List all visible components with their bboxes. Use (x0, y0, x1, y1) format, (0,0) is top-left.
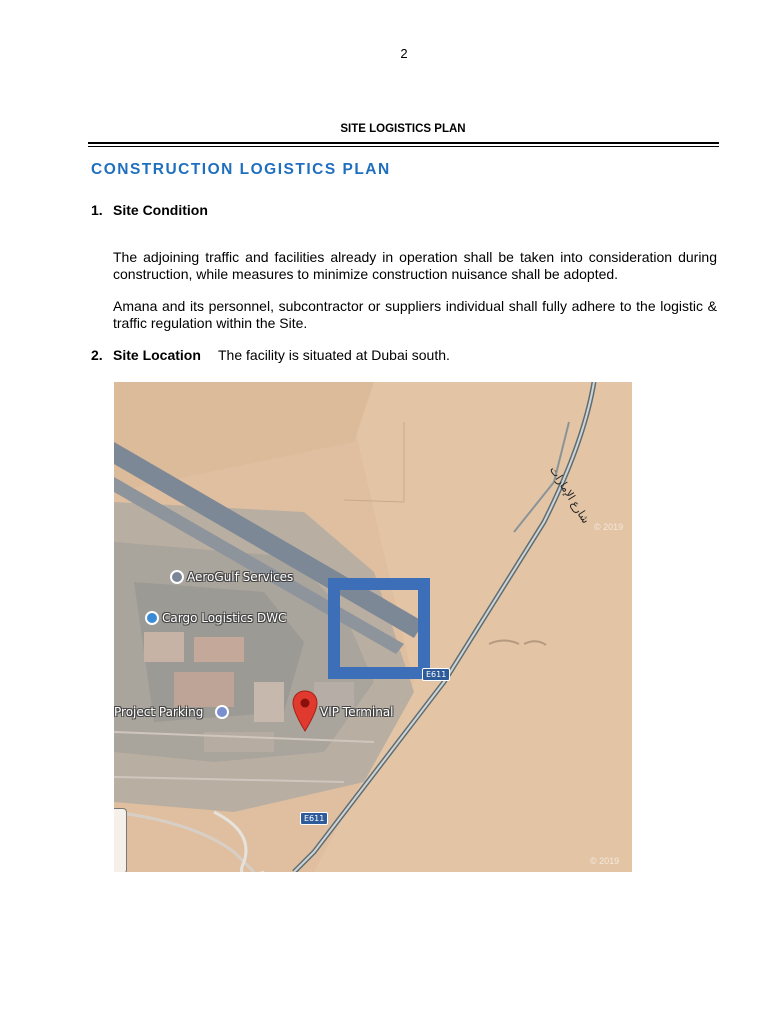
site-location-map (114, 382, 632, 872)
item-1-label: Site Condition (113, 202, 208, 218)
item-1-title (91, 202, 208, 218)
site-location-text: The facility is situated at Dubai south. (218, 347, 450, 363)
site-condition-paragraph-2: Amana and its personnel, subcontractor or suppliers individual shall fully adhere to the logistic & traffic regulation within the Site. (113, 298, 717, 331)
section-title: CONSTRUCTION LOGISTICS PLAN (91, 161, 391, 178)
map-side-tab (114, 808, 127, 872)
road-shield-lower: E611 (300, 812, 328, 825)
item-2-number: 2. (91, 347, 103, 363)
vip-marker-icon (292, 690, 318, 732)
parking-icon (215, 705, 229, 719)
arabic-road-label: شارع الإمارات (546, 464, 592, 526)
aerogulf-pin-icon (170, 570, 184, 584)
cargo-airport-icon (145, 611, 159, 625)
map-copyright-top: © 2019 (594, 522, 624, 532)
vip-terminal-label: VIP Terminal (320, 705, 394, 719)
road-shield-upper: E611 (422, 668, 450, 681)
site-condition-paragraph-1: The adjoining traffic and facilities already in operation shall be taken into consideration during construction, while measures to minimize construction nuisance shall be adopted. (113, 249, 717, 282)
cargo-label: Cargo Logistics DWC (162, 611, 287, 625)
aerogulf-label: AeroGulf Services (187, 570, 294, 584)
header-rule-thin (88, 146, 719, 147)
site-boundary-box (328, 578, 430, 679)
item-2-title (91, 347, 201, 363)
item-2-label: Site Location (113, 347, 201, 363)
map-copyright-bottom: © 2019 (590, 856, 620, 866)
header-rule-thick (88, 142, 719, 144)
page-number: 2 (400, 46, 408, 61)
parking-label: Project Parking (114, 705, 204, 719)
item-1-number: 1. (91, 202, 103, 218)
running-header: SITE LOGISTICS PLAN (340, 123, 466, 135)
